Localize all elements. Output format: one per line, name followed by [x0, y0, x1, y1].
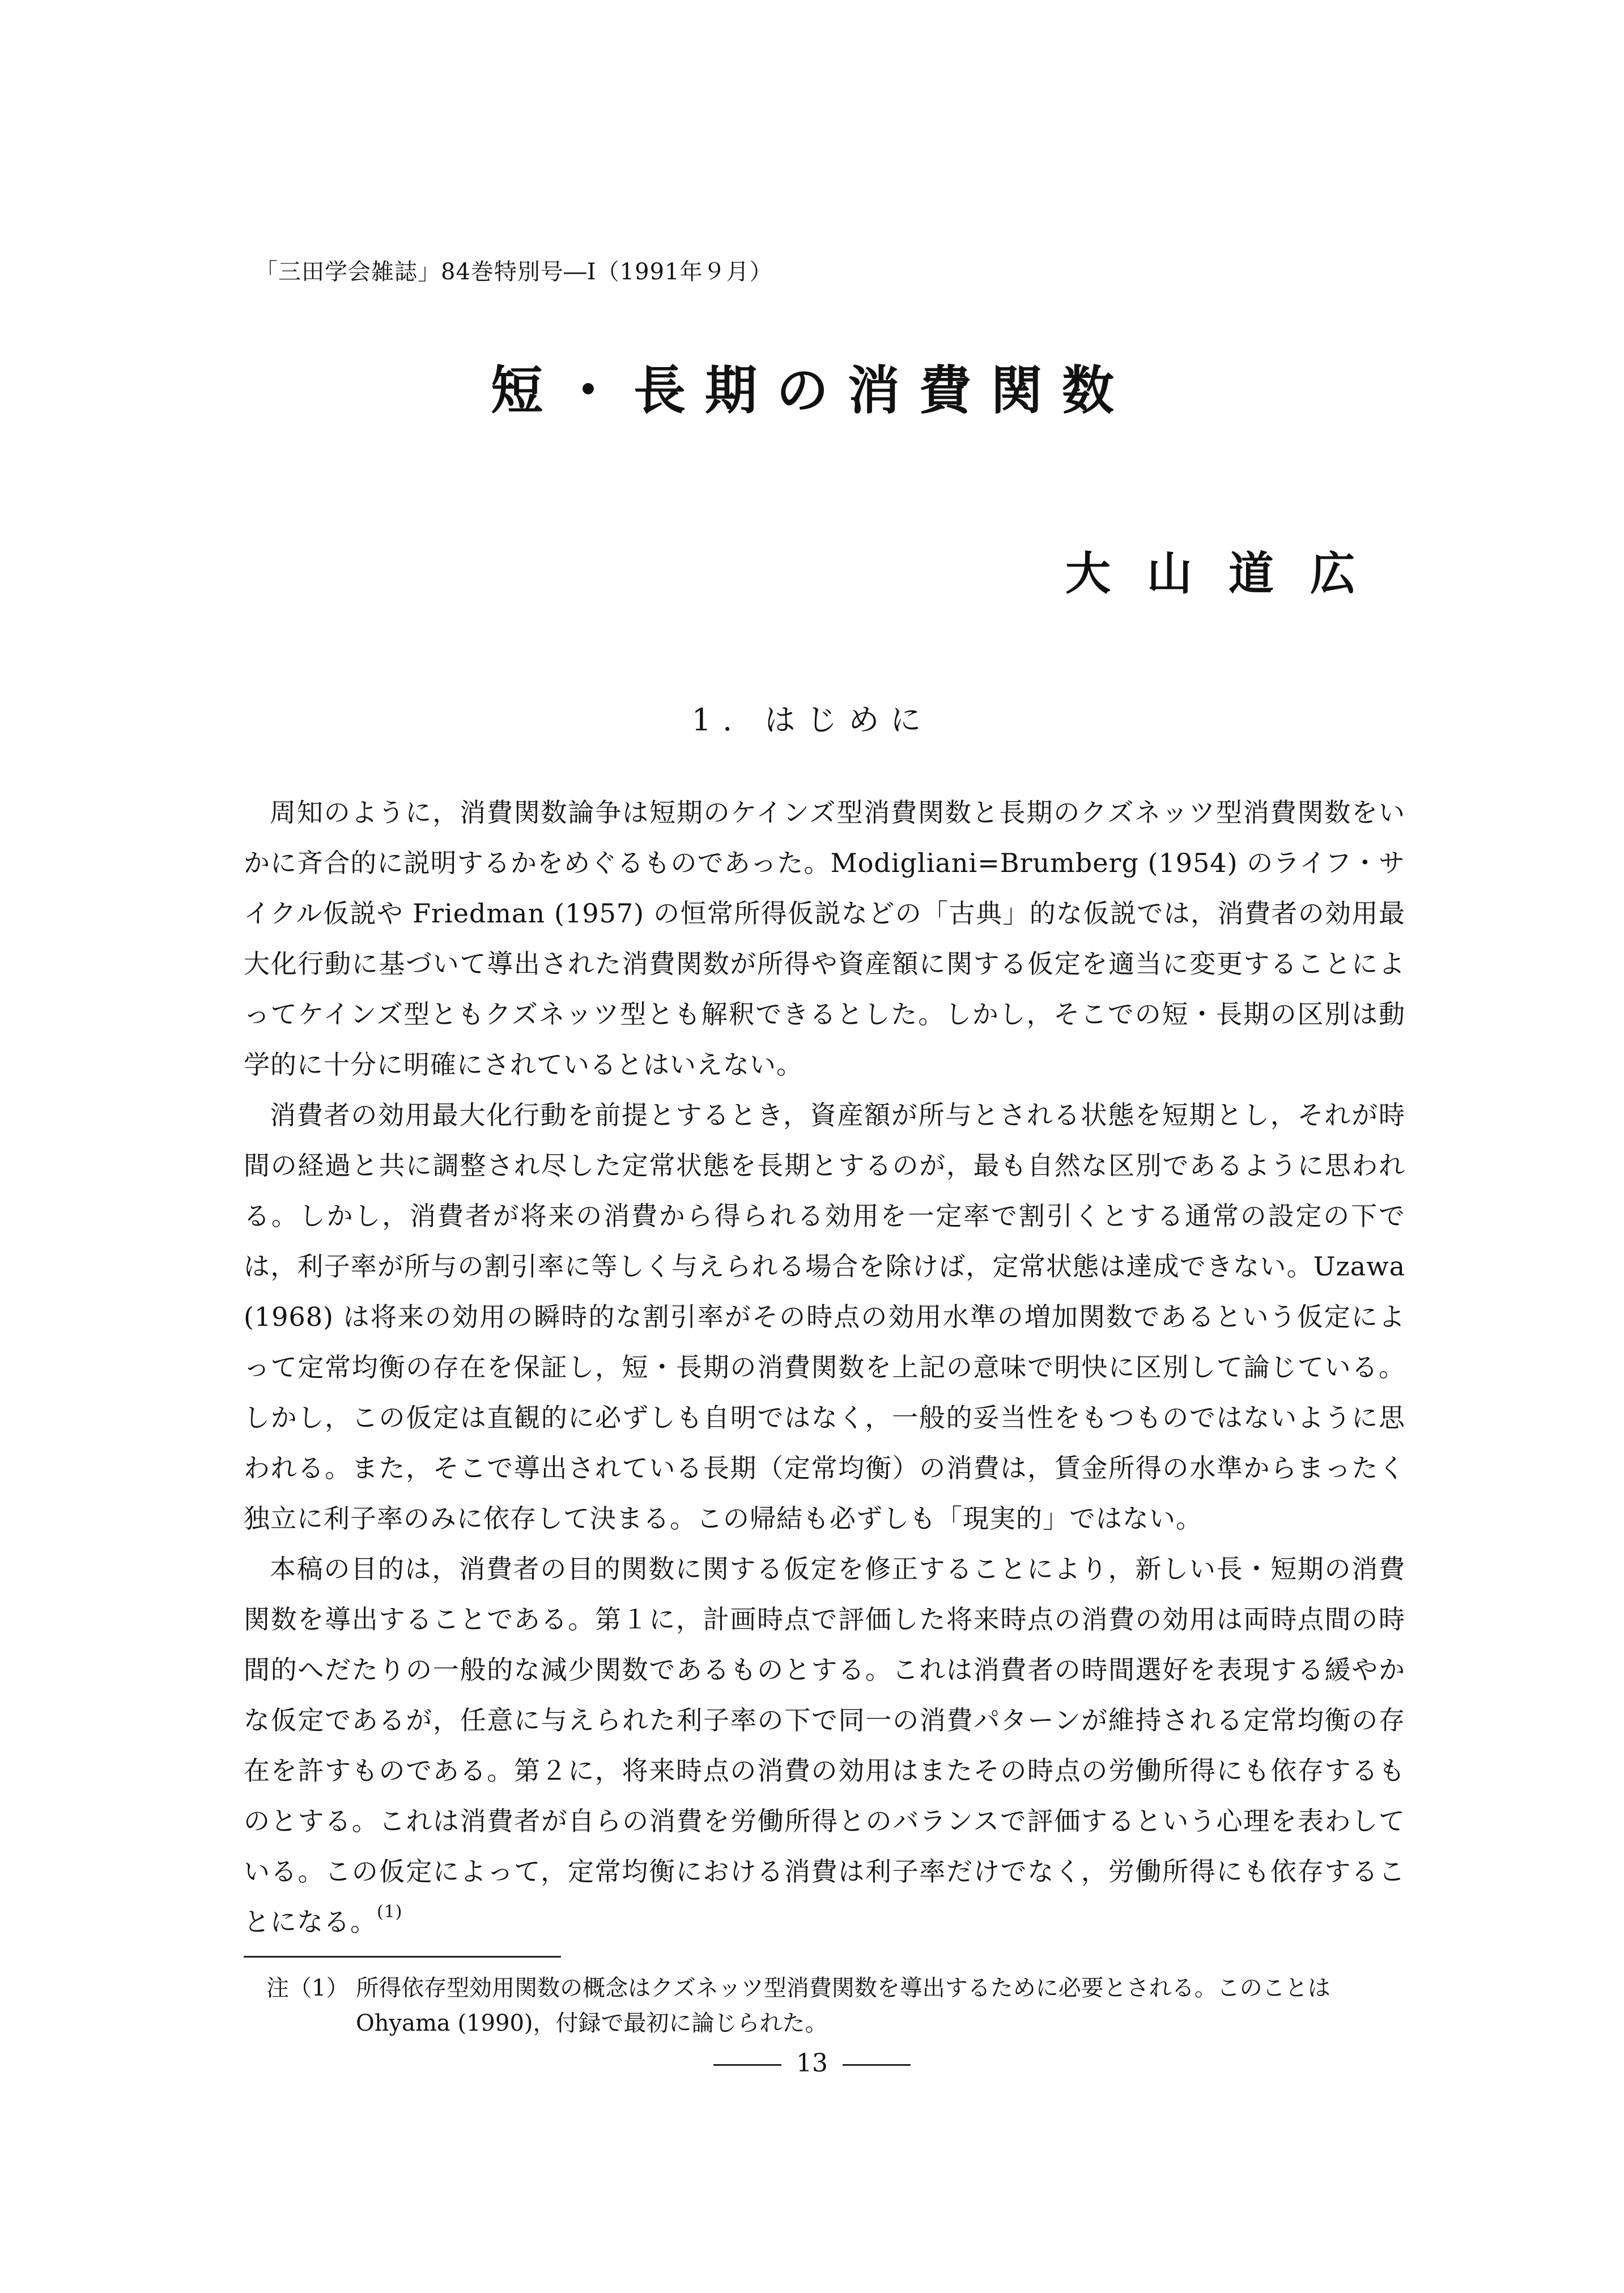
footnote [266, 1971, 1400, 2041]
author-name: 大山道広 [1065, 547, 1392, 600]
page-number-row [0, 2049, 1624, 2078]
footnote-line-1 [266, 1971, 1400, 2006]
footnote-label: 注（1） [266, 1975, 349, 2001]
journal-header: 「三田学会雑誌」84巻特別号―Ⅰ（1991年９月） [255, 259, 773, 285]
page-dash-left [713, 2064, 781, 2066]
paragraph-3 [244, 1544, 1405, 1947]
paper-title: 短・長期の消費関数 [490, 360, 1133, 421]
paragraph-3-text: 本稿の目的は，消費者の目的関数に関する仮定を修正することにより，新しい長・短期の消費関数を導出することである。第１に，計画時点で評価した将来時点の消費の効用は両時点間の時間的へだたりの一般的な減少関数であるものとする。これは消費者の時間選好を表現する緩やかな仮定であるが，任意に与えられた利子率の下で同一の消費パターンが維持される定常均衡の存在を許すものである。第２に，将来時点の消費の効用はまたその時点の労働所得にも依存するものとする。これは消費者が自らの消費を労働所得とのバランスで評価するという心理を表わしている。この仮定によって，定常均衡における消費は利子率だけでなく，労働所得にも依存することになる。 [244, 1554, 1405, 1937]
paragraph-2: 消費者の効用最大化行動を前提とするとき，資産額が所与とされる状態を短期とし，それが時間の経過と共に調整され尽した定常状態を長期とするのが，最も自然な区別であるように思われる。しかし，消費者が将来の消費から得られる効用を一定率で割引くとする通常の設定の下では，利子率が所与の割引率に等しく与えられる場合を除けば，定常状態は達成できない。Uzawa (1968) は将来の効用の瞬時的な割引率がその時点の効用水準の増加関数であるという仮定によって定常均衡の存在を保証し，短・長期の消費関数を上記の意味で明快に区別して論じている。しかし，この仮定は直観的に必ずしも自明ではなく，一般的妥当性をもつものではないように思われる。また，そこで導出されている長期（定常均衡）の消費は，賃金所得の水準からまったく独立に利子率のみに依存して決まる。この帰結も必ずしも「現実的」ではない。 [244, 1100, 1405, 1534]
footnote-text-1: 所得依存型効用関数の概念はクズネッツ型消費関数を導出するために必要とされる。このことは [356, 1975, 1330, 2001]
footnote-text-2: Ohyama (1990)，付録で最初に論じられた。 [356, 2010, 828, 2036]
footnote-reference[interactable]: (1) [377, 1902, 403, 1922]
body-text [244, 788, 1405, 1947]
footnote-divider [244, 1956, 561, 1958]
section-heading: 1. はじめに [691, 702, 933, 738]
page-dash-right [843, 2064, 911, 2066]
page-number: 13 [796, 2049, 828, 2078]
paragraph-1: 周知のように，消費関数論争は短期のケインズ型消費関数と長期のクズネッツ型消費関数をいかに斉合的に説明するかをめぐるものであった。Modigliani=Brumberg (1954) のライフ・サイクル仮説や Friedman (1957) の恒常所得仮説などの「古典」的な仮説では，消費者の効用最大化行動に基づいて導出された消費関数が所得や資産額に関する仮定を適当に変更することによってケインズ型ともクズネッツ型とも解釈できるとした。しかし，そこでの短・長期の区別は動学的に十分に明確にされているとはいえない。 [244, 797, 1405, 1080]
